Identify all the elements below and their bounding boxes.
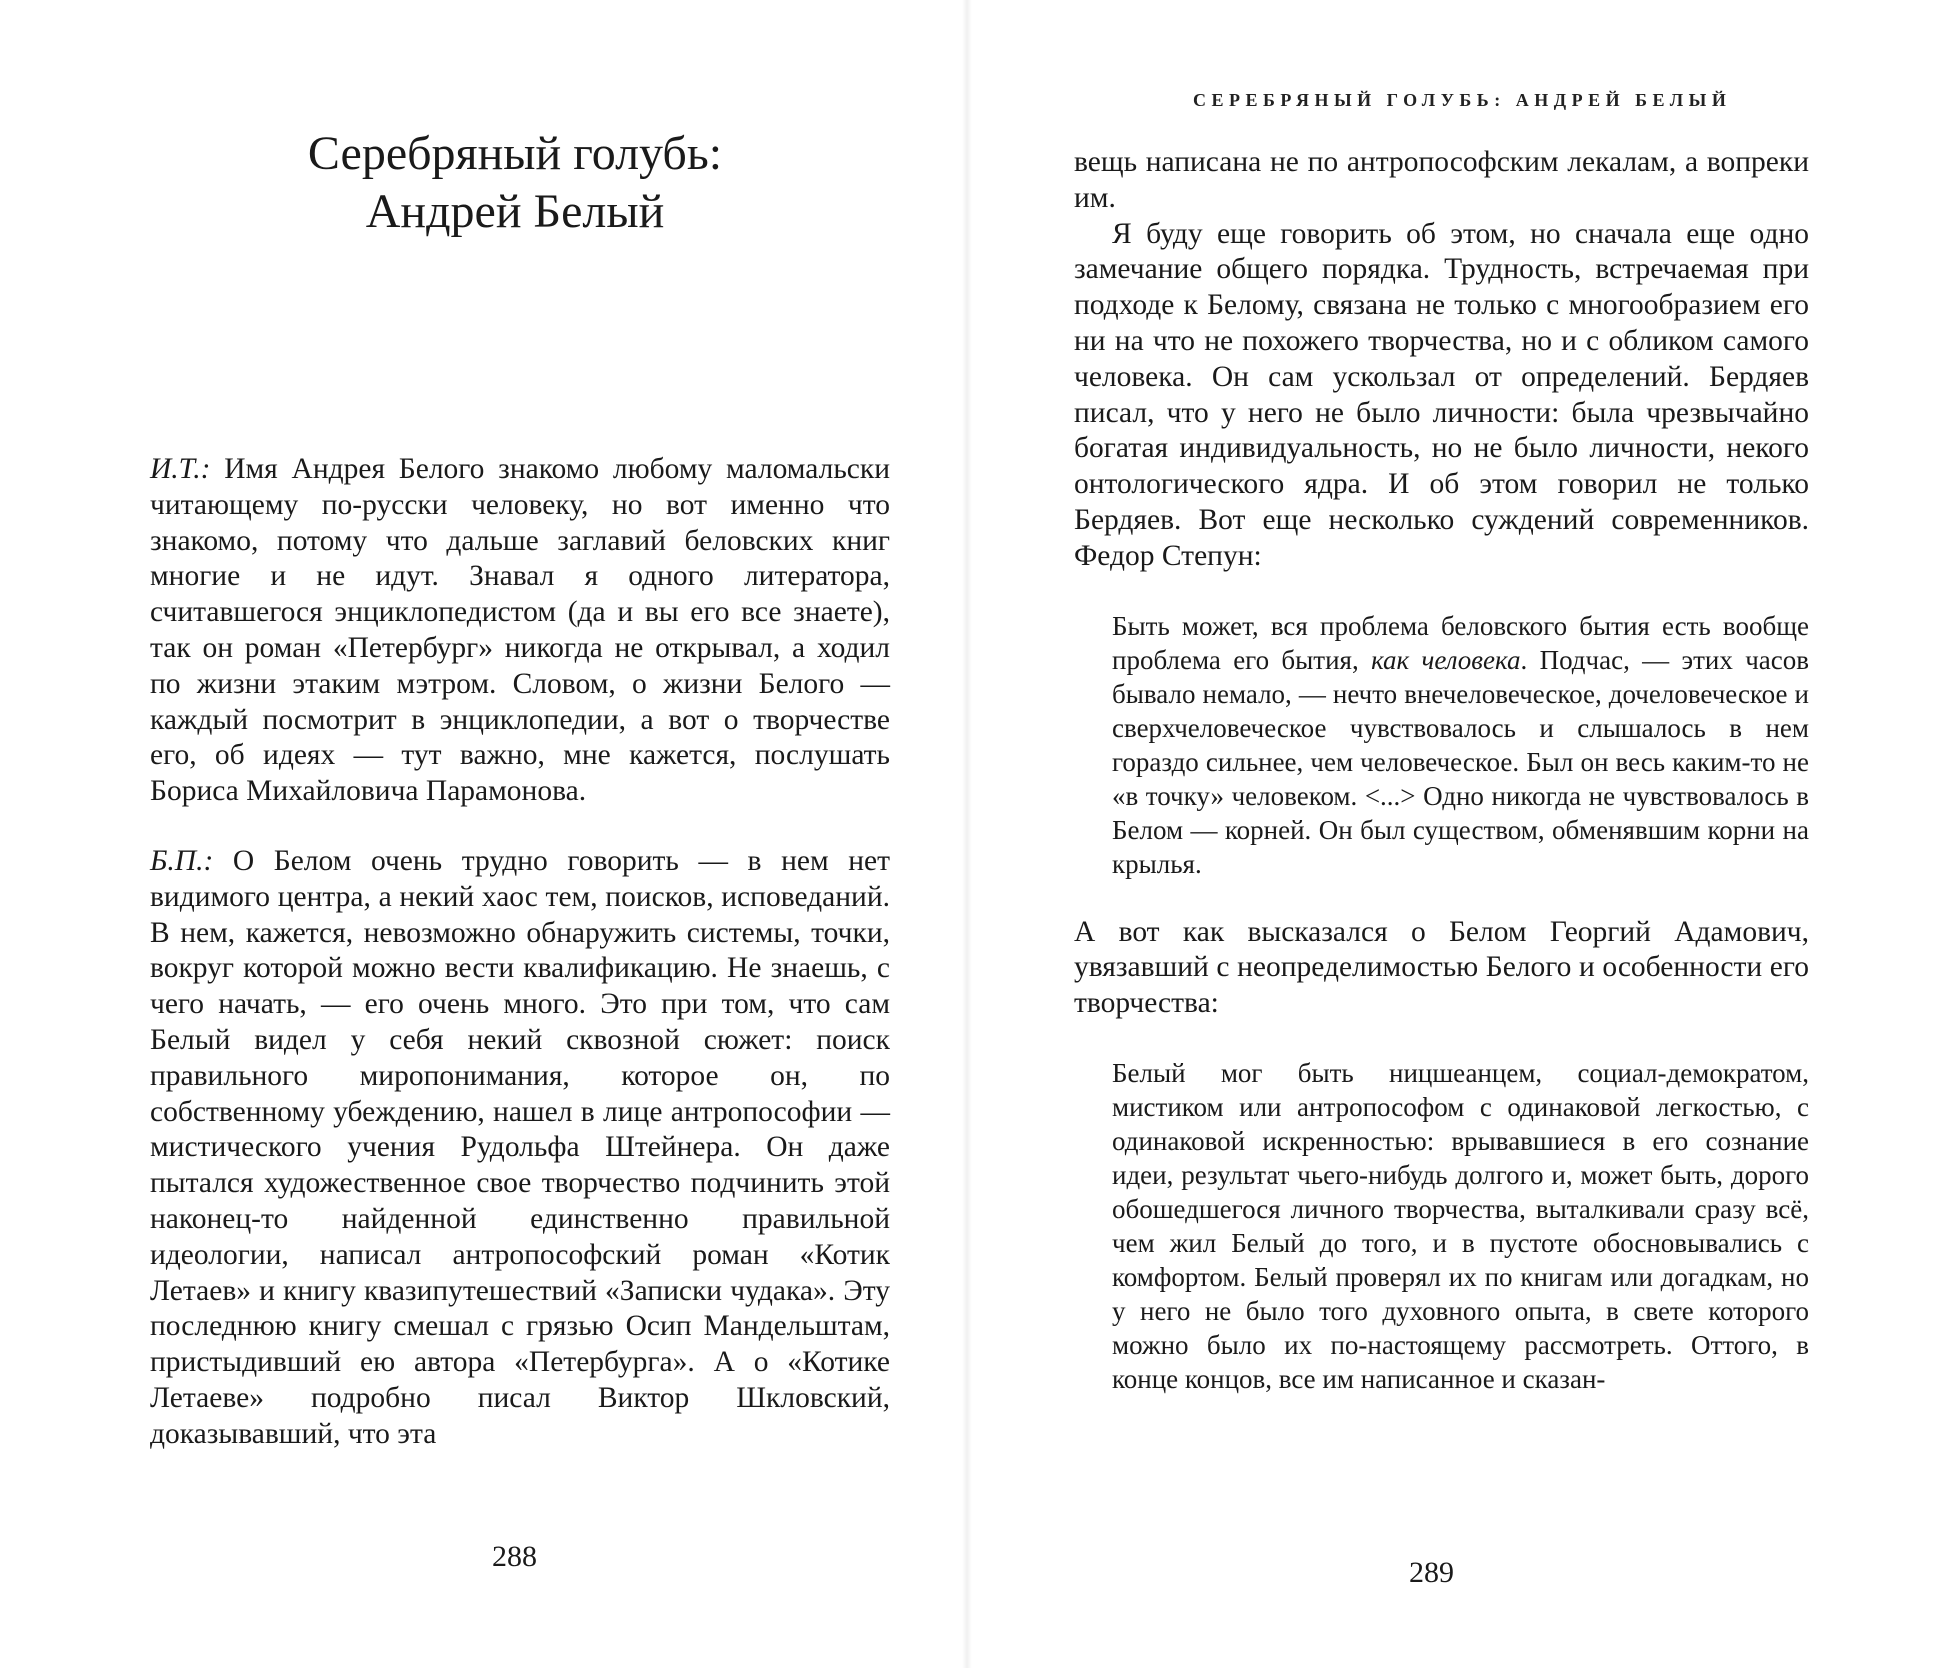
page-number-left: 288	[492, 1540, 537, 1573]
paragraph-bp	[150, 844, 890, 1453]
quote-stepun-italic: как человека	[1371, 644, 1521, 675]
quote-stepun-part-1: Быть может, вся проблема беловского бытия есть вообще проблема его бытия,	[1112, 610, 1809, 675]
left-page	[0, 0, 967, 1668]
chapter-title-line-2: Андрей Белый	[365, 185, 665, 238]
left-body-text	[150, 452, 890, 1453]
chapter-title	[140, 125, 890, 241]
paragraph-bp-text: О Белом очень трудно говорить — в нем нет видимого центра, а некий хаос тем, поисков, исповеданий. В нем, кажется, невозможно обнаружить системы, точки, вокруг которой можно вести квалификацию. Не знаешь, с чего начать, — его очень много. Это при том, что сам Белый видел у себя некий сквозной сюжет: поиск правильного миропонимания, которое он, по собственному убеждению, нашел в лице антропософии — мистического учения Рудольфа Штейнера. Он даже пытался художественное свое творчество подчинить этой наконец-то найденной единственно правильной идеологии, написал антропософский роман «Котик Летаев» и книгу квазипутешествий «Записки чудака». Эту последнюю книгу смешал с грязью Осип Мандельштам, пристыдивший ею автора «Петербурга». А о «Котике Летаеве» подробно писал Виктор Шкловский, доказывавший, что эта	[150, 844, 890, 1450]
running-head: СЕРЕБРЯНЫЙ ГОЛУБЬ: АНДРЕЙ БЕЛЫЙ	[1193, 90, 1732, 110]
paragraph-it-text: Имя Андрея Белого знакомо любому маломальски читающему по-русски человеку, но вот именно что знакомо, потому что дальше заглавий беловских книг многие и не идут. Знавал я одного литератора, считавшегося энциклопедистом (да и вы его все знаете), так он роман «Петербург» никогда не открывал, а ходил по жизни этаким мэтром. Словом, о жизни Белого — каждый посмотрит в энциклопедии, а вот о творчестве его, об идеях — тут важно, мне кажется, послушать Бориса Михайловича Парамонова.	[150, 453, 890, 808]
paragraph-continued: вещь написана не по антропософским лекалам, а вопреки им.	[1074, 146, 1809, 214]
chapter-title-line-1: Серебряный голубь:	[307, 127, 723, 180]
speaker-bp: Б.П.:	[150, 844, 214, 877]
quote-stepun	[1112, 609, 1809, 881]
paragraph-adamovich: А вот как высказался о Белом Георгий Адамович, увязавший с неопределимостью Белого и особенности его творчества:	[1074, 915, 1809, 1020]
quote-adamovich: Белый мог быть ницшеанцем, социал-демократом, мистиком или антропософом с одинаковой легкостью, с одинаковой искренностью: врывавшиеся в его сознание идеи, результат чьего-нибудь долгого и, может быть, дорого обошедшегося личного творчества, выталкивали сразу всё, чем жил Белый до того, и в пустоте обосновывались с комфортом. Белый проверял их по книгам или догадкам, но у него не было того духовного опыта, в свете которого можно было их по-настоящему рассмотреть. Оттого, в конце концов, все им написанное и сказан-	[1112, 1057, 1809, 1394]
speaker-it: И.Т.:	[150, 453, 211, 485]
right-body-text	[1074, 145, 1809, 1430]
paragraph-berdyaev: Я буду еще говорить об этом, но сначала еще одно замечание общего порядка. Трудность, встречаемая при подходе к Белому, связана не только с многообразием его ни на что не похожего творчества, но и с обликом самого человека. Он сам ускользал от определений. Бердяев писал, что у него не было личности: была чрезвычайно богатая индивидуальность, но не было личности, некого онтологического ядра. И об этом говорил не только Бердяев. Вот еще несколько суждений современников. Федор Степун:	[1074, 217, 1809, 572]
paragraph-it	[150, 452, 890, 810]
page-number-right: 289	[1409, 1556, 1454, 1589]
quote-stepun-part-2: . Подчас, — этих часов бывало немало, — нечто внечеловеческое, дочеловеческое и сверхчеловеческое чувствовалось и слышалось в нем гораздо сильнее, чем человеческое. Был он весь каким-то не «в точку» человеком. <...> Одно никогда не чувствовалось в Белом — корней. Он был существом, обменявшим корни на крылья.	[1112, 644, 1809, 879]
right-page	[967, 0, 1935, 1668]
